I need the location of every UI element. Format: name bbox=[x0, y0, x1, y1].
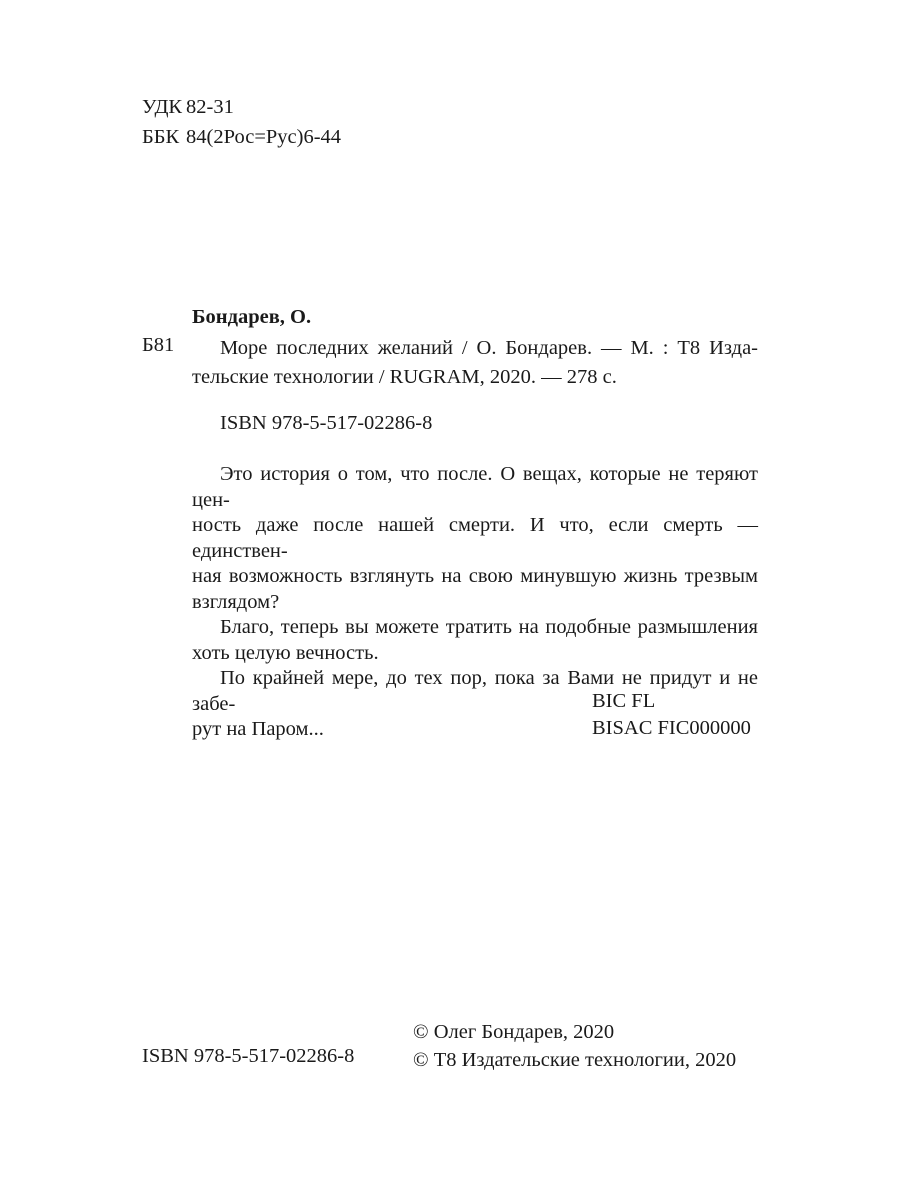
udk-row bbox=[142, 92, 341, 122]
bib-line-1: Море последних желаний / О. Бондарев. — М. : Т8 Изда- bbox=[220, 337, 758, 359]
bibliographic-entry bbox=[192, 334, 758, 392]
author-code: Б81 bbox=[142, 334, 175, 356]
bib-line-2: тельские технологии / RUGRAM, 2020. — 278 с. bbox=[192, 366, 617, 388]
bbk-row bbox=[142, 122, 341, 152]
bbk-label: ББК bbox=[142, 126, 180, 148]
bic-code: BIC FL bbox=[592, 690, 656, 712]
entry-isbn: ISBN 978-5-517-02286-8 bbox=[220, 412, 433, 434]
annotation-line: хоть целую вечность. bbox=[192, 641, 379, 664]
udk-value: 82-31 bbox=[186, 96, 234, 118]
annotation-line: Это история о том, что после. О вещах, которые не теряют цен- bbox=[192, 463, 758, 511]
annotation-line: рут на Паром... bbox=[192, 718, 324, 740]
udk-label: УДК bbox=[142, 96, 183, 118]
annotation-paragraph-2 bbox=[192, 615, 758, 641]
annotation-line: взглядом? bbox=[192, 590, 280, 613]
annotation-line: По крайней мере, до тех пор, пока за Вами не придут и не забе- bbox=[192, 667, 758, 715]
bbk-value: 84(2Рос=Рус)6-44 bbox=[186, 126, 342, 148]
copyright-author: © Олег Бондарев, 2020 bbox=[413, 1021, 615, 1043]
copyright-publisher: © Т8 Издательские технологии, 2020 bbox=[413, 1049, 737, 1071]
annotation-line: ная возможность взглянуть на свою минувшую жизнь трезвым bbox=[192, 565, 758, 587]
classification-block bbox=[142, 92, 341, 152]
annotation-line: ность даже после нашей смерти. И что, если смерть — единствен- bbox=[192, 514, 758, 562]
subject-codes bbox=[592, 688, 751, 742]
bisac-code: BISAC FIC000000 bbox=[592, 717, 751, 739]
annotation-paragraph-1 bbox=[192, 462, 758, 513]
annotation-line: Благо, теперь вы можете тратить на подобные размышления bbox=[220, 616, 758, 638]
copyright-block bbox=[413, 1018, 736, 1074]
author-heading: Бондарев, О. bbox=[192, 306, 312, 328]
footer-isbn: ISBN 978-5-517-02286-8 bbox=[142, 1045, 355, 1067]
